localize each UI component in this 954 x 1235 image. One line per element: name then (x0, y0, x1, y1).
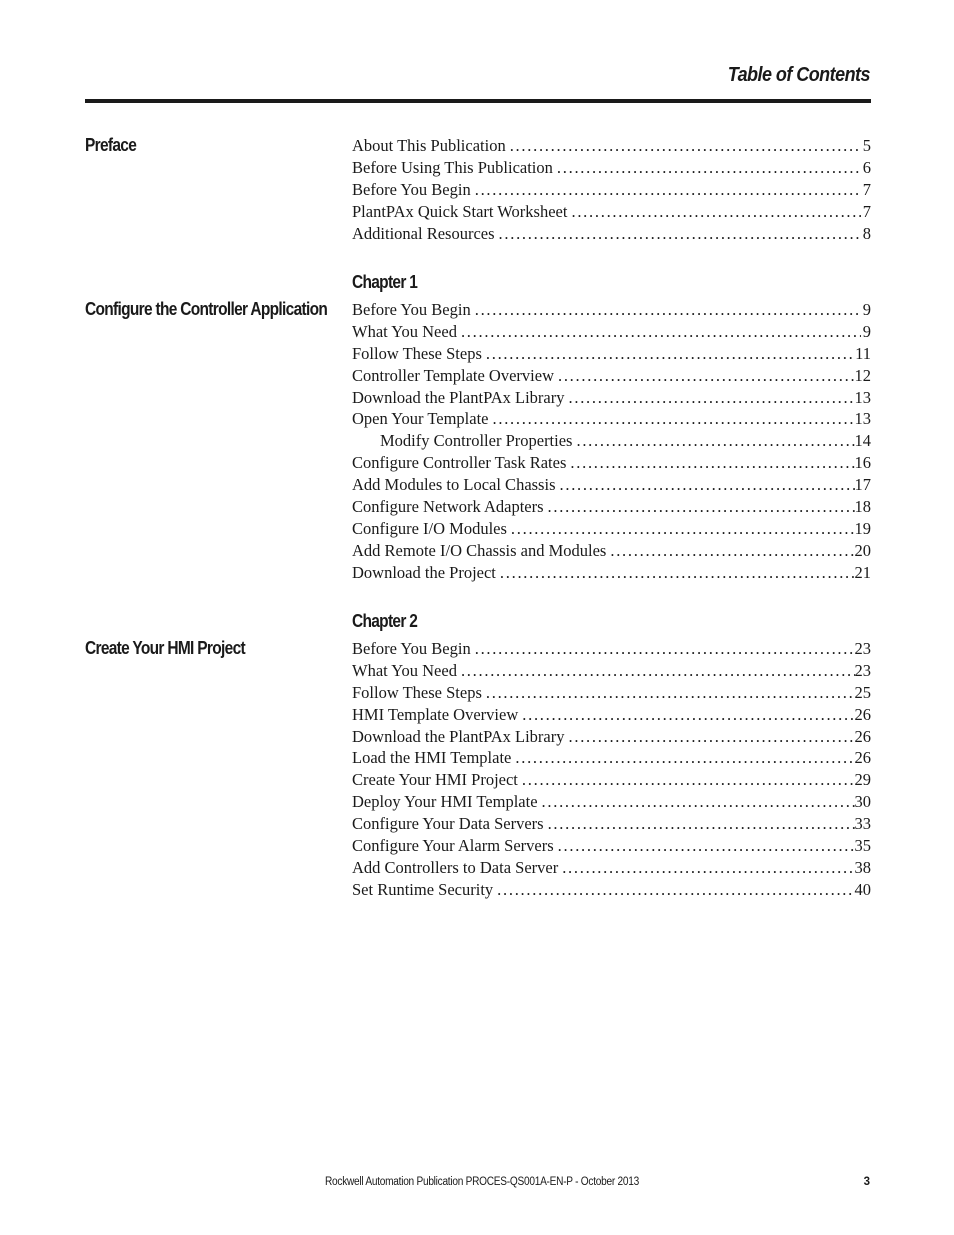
toc-entry-title: Download the Project (352, 562, 496, 582)
toc-entry-title: Follow These Steps (352, 682, 482, 702)
toc-list-chapter-1 (352, 300, 871, 585)
toc-entry-title: Configure Network Adapters (352, 497, 544, 517)
dot-leader (506, 136, 861, 156)
toc-entry-title: Before You Begin (352, 179, 471, 199)
dot-leader (556, 475, 855, 495)
toc-entry-title: Deploy Your HMI Template (352, 792, 538, 812)
toc-entry-page: 6 (862, 157, 871, 177)
toc-entry[interactable] (352, 453, 871, 475)
toc-entry-title: What You Need (352, 660, 457, 680)
toc-entry-title: Configure Your Data Servers (352, 814, 544, 834)
toc-entry-title: About This Publication (352, 136, 506, 155)
toc-entry-title: Before You Begin (352, 639, 471, 658)
toc-entry-page: 21 (854, 562, 871, 582)
toc-entry-title: Before Using This Publication (352, 157, 553, 177)
dot-leader (554, 366, 855, 386)
toc-entry[interactable] (352, 388, 871, 410)
toc-entry-title: Configure Controller Task Rates (352, 453, 567, 473)
dot-leader (538, 792, 855, 812)
toc-entry[interactable] (352, 683, 871, 705)
toc-entry-page: 13 (854, 409, 871, 429)
toc-entry[interactable] (352, 661, 871, 683)
toc-entry-title: HMI Template Overview (352, 704, 519, 724)
toc-entry-title: PlantPAx Quick Start Worksheet (352, 201, 568, 221)
toc-entry-page: 26 (854, 748, 871, 768)
dot-leader (553, 158, 861, 178)
toc-entry[interactable] (352, 366, 871, 388)
dot-leader (606, 541, 854, 561)
section-heading-preface: Preface (85, 135, 137, 155)
dot-leader (471, 639, 855, 659)
toc-entry-title: What You Need (352, 321, 457, 341)
toc-entry-page: 26 (854, 726, 871, 746)
toc-entry[interactable] (352, 431, 871, 453)
dot-leader (565, 727, 855, 747)
section-heading-chapter-2: Create Your HMI Project (85, 638, 245, 658)
toc-entry-page: 23 (854, 639, 871, 658)
chapter-label-2: Chapter 2 (352, 611, 418, 631)
toc-entry-title: Set Runtime Security (352, 879, 494, 899)
toc-entry[interactable] (352, 858, 871, 880)
dot-leader (457, 322, 861, 342)
toc-entry[interactable] (352, 727, 871, 749)
dot-leader (544, 814, 855, 834)
toc-entry-title: Open Your Template (352, 409, 489, 429)
toc-entry[interactable] (352, 541, 871, 563)
toc-entry[interactable] (352, 136, 871, 158)
footer-publication: Rockwell Automation Publication PROCES-QS001A-EN-P - October 2013 (325, 1176, 639, 1188)
section-heading-chapter-1: Configure the Controller Application (85, 299, 328, 319)
toc-entry-page: 29 (854, 770, 871, 790)
dot-leader (566, 453, 854, 473)
toc-entry-title: Controller Template Overview (352, 365, 554, 385)
dot-leader (565, 388, 855, 408)
toc-entry[interactable] (352, 475, 871, 497)
toc-entry-page: 17 (854, 475, 871, 495)
toc-entry[interactable] (352, 180, 871, 202)
toc-entry-page: 33 (854, 814, 871, 834)
toc-entry[interactable] (352, 814, 871, 836)
dot-leader (558, 858, 854, 878)
toc-entry-page: 30 (854, 792, 871, 812)
toc-entry[interactable] (352, 158, 871, 180)
toc-entry-page: 9 (862, 321, 871, 341)
toc-entry-page: 23 (854, 660, 871, 680)
dot-leader (482, 344, 855, 364)
toc-entry-title: Configure I/O Modules (352, 518, 507, 538)
dot-leader (518, 770, 855, 790)
toc-entry-page: 26 (854, 704, 871, 724)
toc-entry-page: 5 (862, 136, 871, 155)
dot-leader (496, 563, 855, 583)
toc-entry-page: 7 (862, 179, 871, 199)
dot-leader (507, 519, 855, 539)
toc-entry-page: 7 (862, 201, 871, 221)
dot-leader (471, 180, 861, 200)
toc-entry[interactable] (352, 300, 871, 322)
toc-entry[interactable] (352, 322, 871, 344)
toc-entry[interactable] (352, 344, 871, 366)
toc-entry-page: 35 (854, 836, 871, 856)
toc-entry-title: Configure Your Alarm Servers (352, 836, 554, 856)
toc-entry[interactable] (352, 409, 871, 431)
dot-leader (482, 683, 855, 703)
dot-leader (544, 497, 855, 517)
footer-page-number: 3 (863, 1176, 870, 1188)
dot-leader (518, 705, 854, 725)
dot-leader (554, 836, 855, 856)
toc-entry[interactable] (352, 202, 871, 224)
toc-entry-page: 40 (854, 879, 871, 899)
toc-entry-page: 19 (854, 518, 871, 538)
toc-entry[interactable] (352, 639, 871, 661)
toc-entry-title: Additional Resources (352, 223, 495, 243)
dot-leader (489, 409, 855, 429)
toc-entry-title: Create Your HMI Project (352, 770, 518, 790)
toc-entry[interactable] (352, 792, 871, 814)
page-title: Table of Contents (727, 64, 870, 86)
dot-leader (471, 300, 861, 320)
toc-entry-title: Before You Begin (352, 300, 471, 319)
header-rule (85, 99, 871, 103)
toc-entry-page: 18 (854, 497, 871, 517)
toc-entry-page: 38 (854, 857, 871, 877)
toc-entry-title: Follow These Steps (352, 343, 482, 363)
toc-list-chapter-2 (352, 639, 871, 902)
toc-entry-title: Load the HMI Template (352, 748, 512, 768)
toc-entry-title: Modify Controller Properties (380, 431, 573, 451)
toc-entry-page: 12 (854, 365, 871, 385)
toc-entry-page: 11 (855, 343, 871, 363)
toc-entry[interactable] (352, 836, 871, 858)
toc-entry-title: Add Remote I/O Chassis and Modules (352, 540, 607, 560)
toc-entry-page: 20 (854, 540, 871, 560)
toc-entry[interactable] (352, 748, 871, 770)
toc-entry[interactable] (352, 497, 871, 519)
toc-entry-page: 13 (854, 387, 871, 407)
toc-entry-title: Add Modules to Local Chassis (352, 475, 556, 495)
dot-leader (457, 661, 855, 681)
toc-entry[interactable] (352, 705, 871, 727)
toc-entry[interactable] (352, 224, 871, 246)
toc-entry-title: Add Controllers to Data Server (352, 857, 559, 877)
dot-leader (495, 224, 861, 244)
toc-list-preface (352, 136, 871, 245)
toc-entry-page: 25 (854, 682, 871, 702)
chapter-label-1: Chapter 1 (352, 272, 418, 292)
toc-entry[interactable] (352, 880, 871, 902)
dot-leader (567, 202, 861, 222)
toc-entry-page: 9 (862, 300, 871, 319)
toc-entry[interactable] (352, 563, 871, 585)
toc-entry-page: 16 (854, 453, 871, 473)
toc-entry-title: Download the PlantPAx Library (352, 387, 565, 407)
toc-entry[interactable] (352, 770, 871, 792)
toc-entry-title: Download the PlantPAx Library (352, 726, 565, 746)
dot-leader (493, 880, 854, 900)
toc-entry[interactable] (352, 519, 871, 541)
toc-entry-page: 8 (862, 223, 871, 243)
dot-leader (572, 431, 854, 451)
toc-entry-page: 14 (854, 431, 871, 451)
dot-leader (511, 748, 854, 768)
